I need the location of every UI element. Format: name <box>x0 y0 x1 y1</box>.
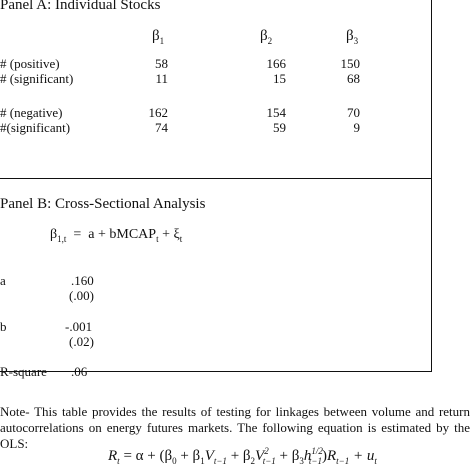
cell: 162 <box>148 105 168 120</box>
table-bottom-border <box>0 371 432 372</box>
cell: 166 <box>266 56 286 71</box>
ols-equation: $R_t = \alpha + (\beta_0 + \beta_1V_{t-1} + \beta_2V^2_{t-1} + \beta_3h^{1/2}_{t-1})R_{t-1} + u_t$ <box>108 446 377 466</box>
cell: 15 <box>273 71 286 86</box>
panel-b-title: Panel B: Cross-Sectional Analysis <box>0 196 206 212</box>
table-note: Note- This table provides the results of testing for linkages between volume and return autocorrelations on energy futures markets. The following equation is estimated by the OLS: <box>0 404 470 451</box>
panel-a-title: Panel A: Individual Stocks <box>0 0 161 13</box>
stat-coef: -.001 <box>65 319 93 334</box>
panel-divider <box>0 178 432 179</box>
cell: 154 <box>266 105 286 120</box>
row-label: # (positive) <box>0 56 60 71</box>
cell: 58 <box>155 56 168 71</box>
cell: 68 <box>347 71 360 86</box>
row-label: # (negative) <box>0 105 63 120</box>
row-label: #(significant) <box>0 120 71 135</box>
stat-coef: .160 <box>71 273 94 288</box>
stat-label: a <box>0 273 6 288</box>
col-header-beta3: $\beta_3$ <box>346 28 359 46</box>
cell: 150 <box>340 56 360 71</box>
cell: 74 <box>155 120 168 135</box>
row-label: # (significant) <box>0 71 74 86</box>
cell: 11 <box>155 71 168 86</box>
table-right-border <box>431 0 432 372</box>
stat-label: b <box>0 319 7 334</box>
cross-sectional-equation: $\beta_{1,t} = a$ + bMCAP$_t$ + $\xi_t$ <box>50 227 183 244</box>
col-header-beta1: $\beta_1$ <box>152 28 165 46</box>
cell: 9 <box>353 120 360 135</box>
stat-label: R-square <box>0 364 47 379</box>
stat-coef: .06 <box>71 364 88 379</box>
stat-pvalue: (.02) <box>69 334 94 349</box>
cell: 59 <box>273 120 286 135</box>
stat-pvalue: (.00) <box>69 288 94 303</box>
col-header-beta2: $\beta_2$ <box>260 28 273 46</box>
cell: 70 <box>347 105 360 120</box>
